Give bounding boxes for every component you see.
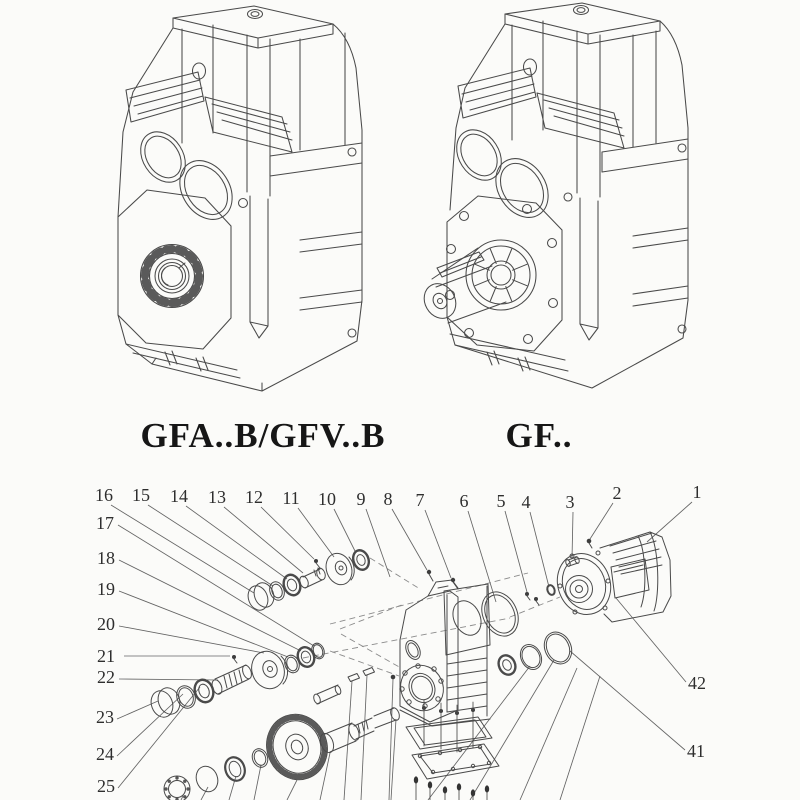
callout-16: 16 — [95, 485, 113, 505]
callout-9: 9 — [356, 489, 366, 509]
flange-bolt-holes — [446, 205, 558, 344]
gearbox-right-drawing — [418, 3, 688, 388]
part-output-shaft — [318, 707, 401, 755]
callout-20: 20 — [97, 614, 115, 634]
callout-24: 24 — [96, 744, 114, 764]
callout-18: 18 — [97, 548, 115, 568]
callout-41: 41 — [687, 741, 705, 761]
callout-42: 42 — [688, 673, 706, 693]
assembly-axis-lines — [303, 558, 560, 676]
bearing-cover-right — [466, 240, 536, 310]
callout-7: 7 — [415, 490, 425, 510]
part-mid-ring — [310, 641, 327, 660]
callout-23: 23 — [96, 707, 114, 727]
part-mid-gear — [246, 647, 289, 694]
part-ball-bearing — [164, 776, 190, 800]
part-adapter-ring — [475, 586, 525, 642]
callout-25: 25 — [97, 776, 115, 796]
callout-4: 4 — [521, 492, 531, 512]
part-output-gear — [258, 706, 337, 789]
oil-plug-left — [248, 10, 263, 19]
callout-1: 1 — [692, 482, 702, 502]
part-snap-ring — [193, 763, 222, 795]
callout-10: 10 — [318, 489, 336, 509]
part-input-pinion — [298, 567, 327, 589]
callout-15: 15 — [132, 485, 150, 505]
part-long-bolt — [312, 685, 341, 705]
callout-6: 6 — [459, 491, 469, 511]
callout-8: 8 — [383, 489, 393, 509]
model-label-right: GF.. — [505, 416, 573, 455]
part-input-gear — [322, 550, 356, 589]
callout-5: 5 — [496, 491, 506, 511]
part-mid-pinion-shaft — [210, 664, 253, 696]
callout-11: 11 — [282, 488, 300, 508]
oil-plug-right — [574, 6, 589, 15]
part-cover-bolts-bottom — [414, 776, 489, 800]
model-label-left: GFA..B/GFV..B — [140, 416, 386, 455]
callout-19: 19 — [97, 579, 115, 599]
part-output-bearing-rings — [496, 628, 577, 678]
callout-14: 14 — [170, 486, 188, 506]
callout-2: 2 — [612, 483, 622, 503]
callout-12: 12 — [245, 487, 263, 507]
exploded-parts — [148, 532, 671, 800]
part-motor — [549, 532, 671, 622]
callout-13: 13 — [208, 487, 226, 507]
part-shaft-keys — [348, 668, 375, 682]
callout-17: 17 — [96, 513, 114, 533]
part-gear-housing — [393, 580, 490, 726]
gearbox-left-drawing — [118, 6, 362, 391]
callout-22: 22 — [97, 667, 115, 687]
callout-21: 21 — [97, 646, 115, 666]
callout-3: 3 — [565, 492, 575, 512]
exploded-view — [95, 482, 706, 800]
lifting-hole-right — [524, 59, 537, 75]
output-bearing-left — [141, 245, 204, 308]
